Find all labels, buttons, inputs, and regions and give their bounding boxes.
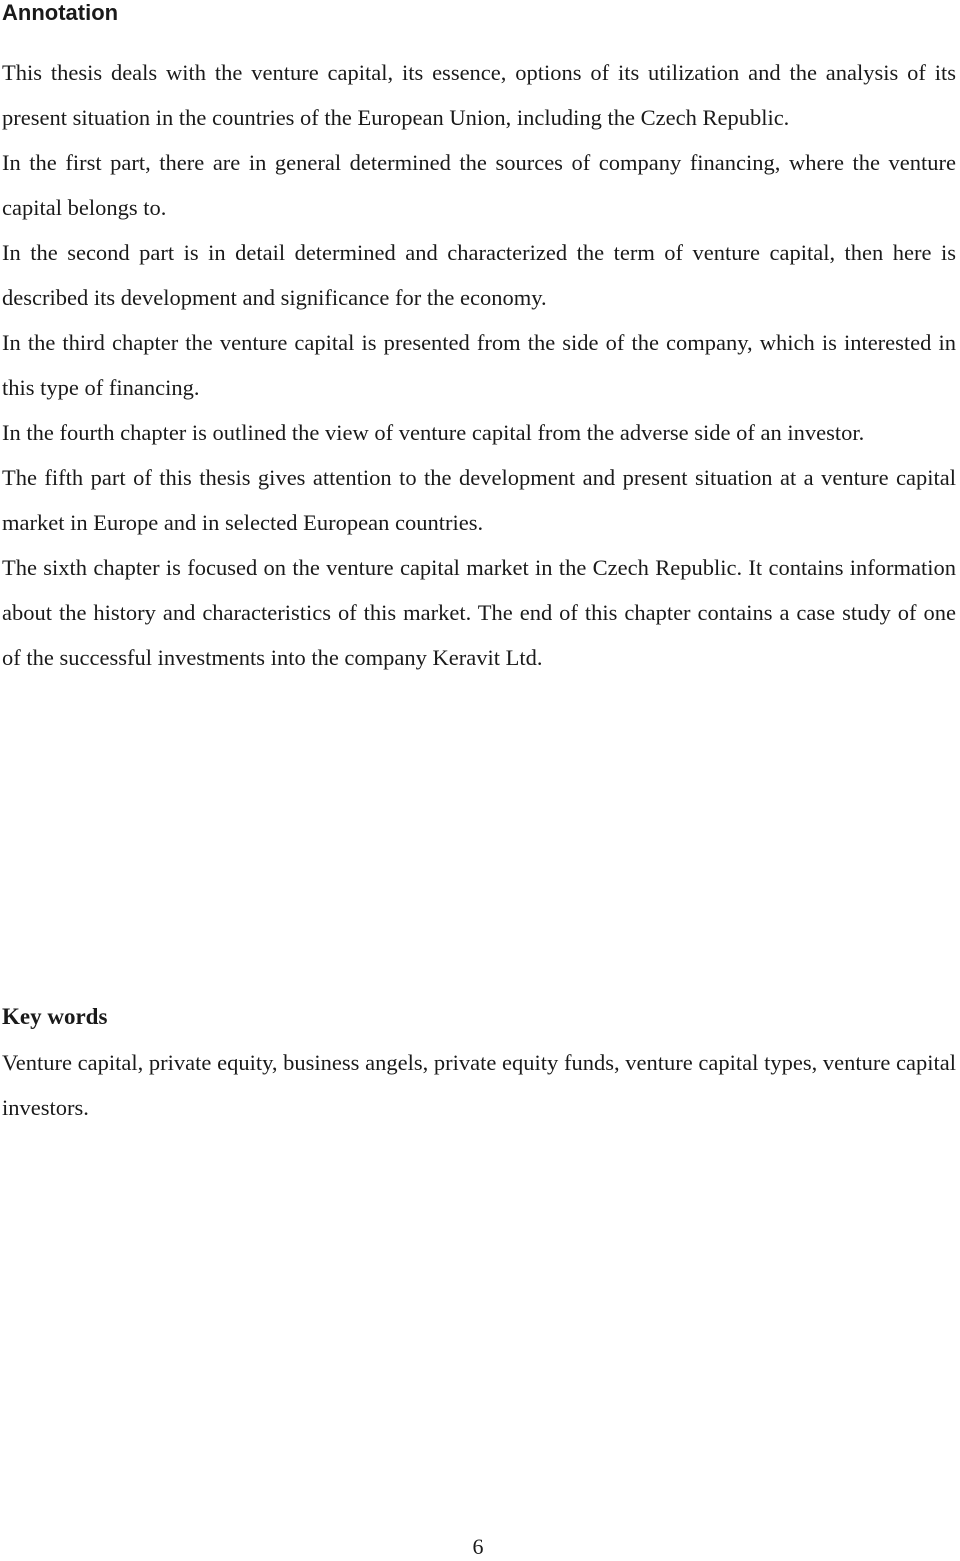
- annotation-body: [2, 50, 956, 680]
- annotation-paragraph: The sixth chapter is focused on the venture capital market in the Czech Republic. It contains information about the history and characteristics of this market. The end of this chapter contains a case study of one of the successful investments into the company Keravit Ltd.: [2, 555, 956, 670]
- keywords-body: [2, 1040, 956, 1130]
- annotation-paragraph: The fifth part of this thesis gives attention to the development and present situation at a venture capital market in Europe and in selected European countries.: [2, 465, 956, 535]
- annotation-paragraph: This thesis deals with the venture capital, its essence, options of its utilization and the analysis of its present situation in the countries of the European Union, including the Czech Republic.: [2, 60, 956, 130]
- annotation-paragraph: In the third chapter the venture capital is presented from the side of the company, which is interested in this type of financing.: [2, 330, 956, 400]
- keywords-heading: Key words: [2, 1004, 108, 1029]
- annotation-heading: Annotation: [2, 0, 119, 25]
- annotation-paragraph: In the fourth chapter is outlined the view of venture capital from the adverse side of an investor.: [2, 420, 865, 445]
- keywords-text: Venture capital, private equity, business angels, private equity funds, venture capital types, venture capital investors.: [2, 1050, 956, 1120]
- annotation-paragraph: In the first part, there are in general determined the sources of company financing, where the venture capital belongs to.: [2, 150, 956, 220]
- annotation-paragraph: In the second part is in detail determined and characterized the term of venture capital, then here is described its development and significance for the economy.: [2, 240, 956, 310]
- page-number: 6: [472, 1534, 484, 1559]
